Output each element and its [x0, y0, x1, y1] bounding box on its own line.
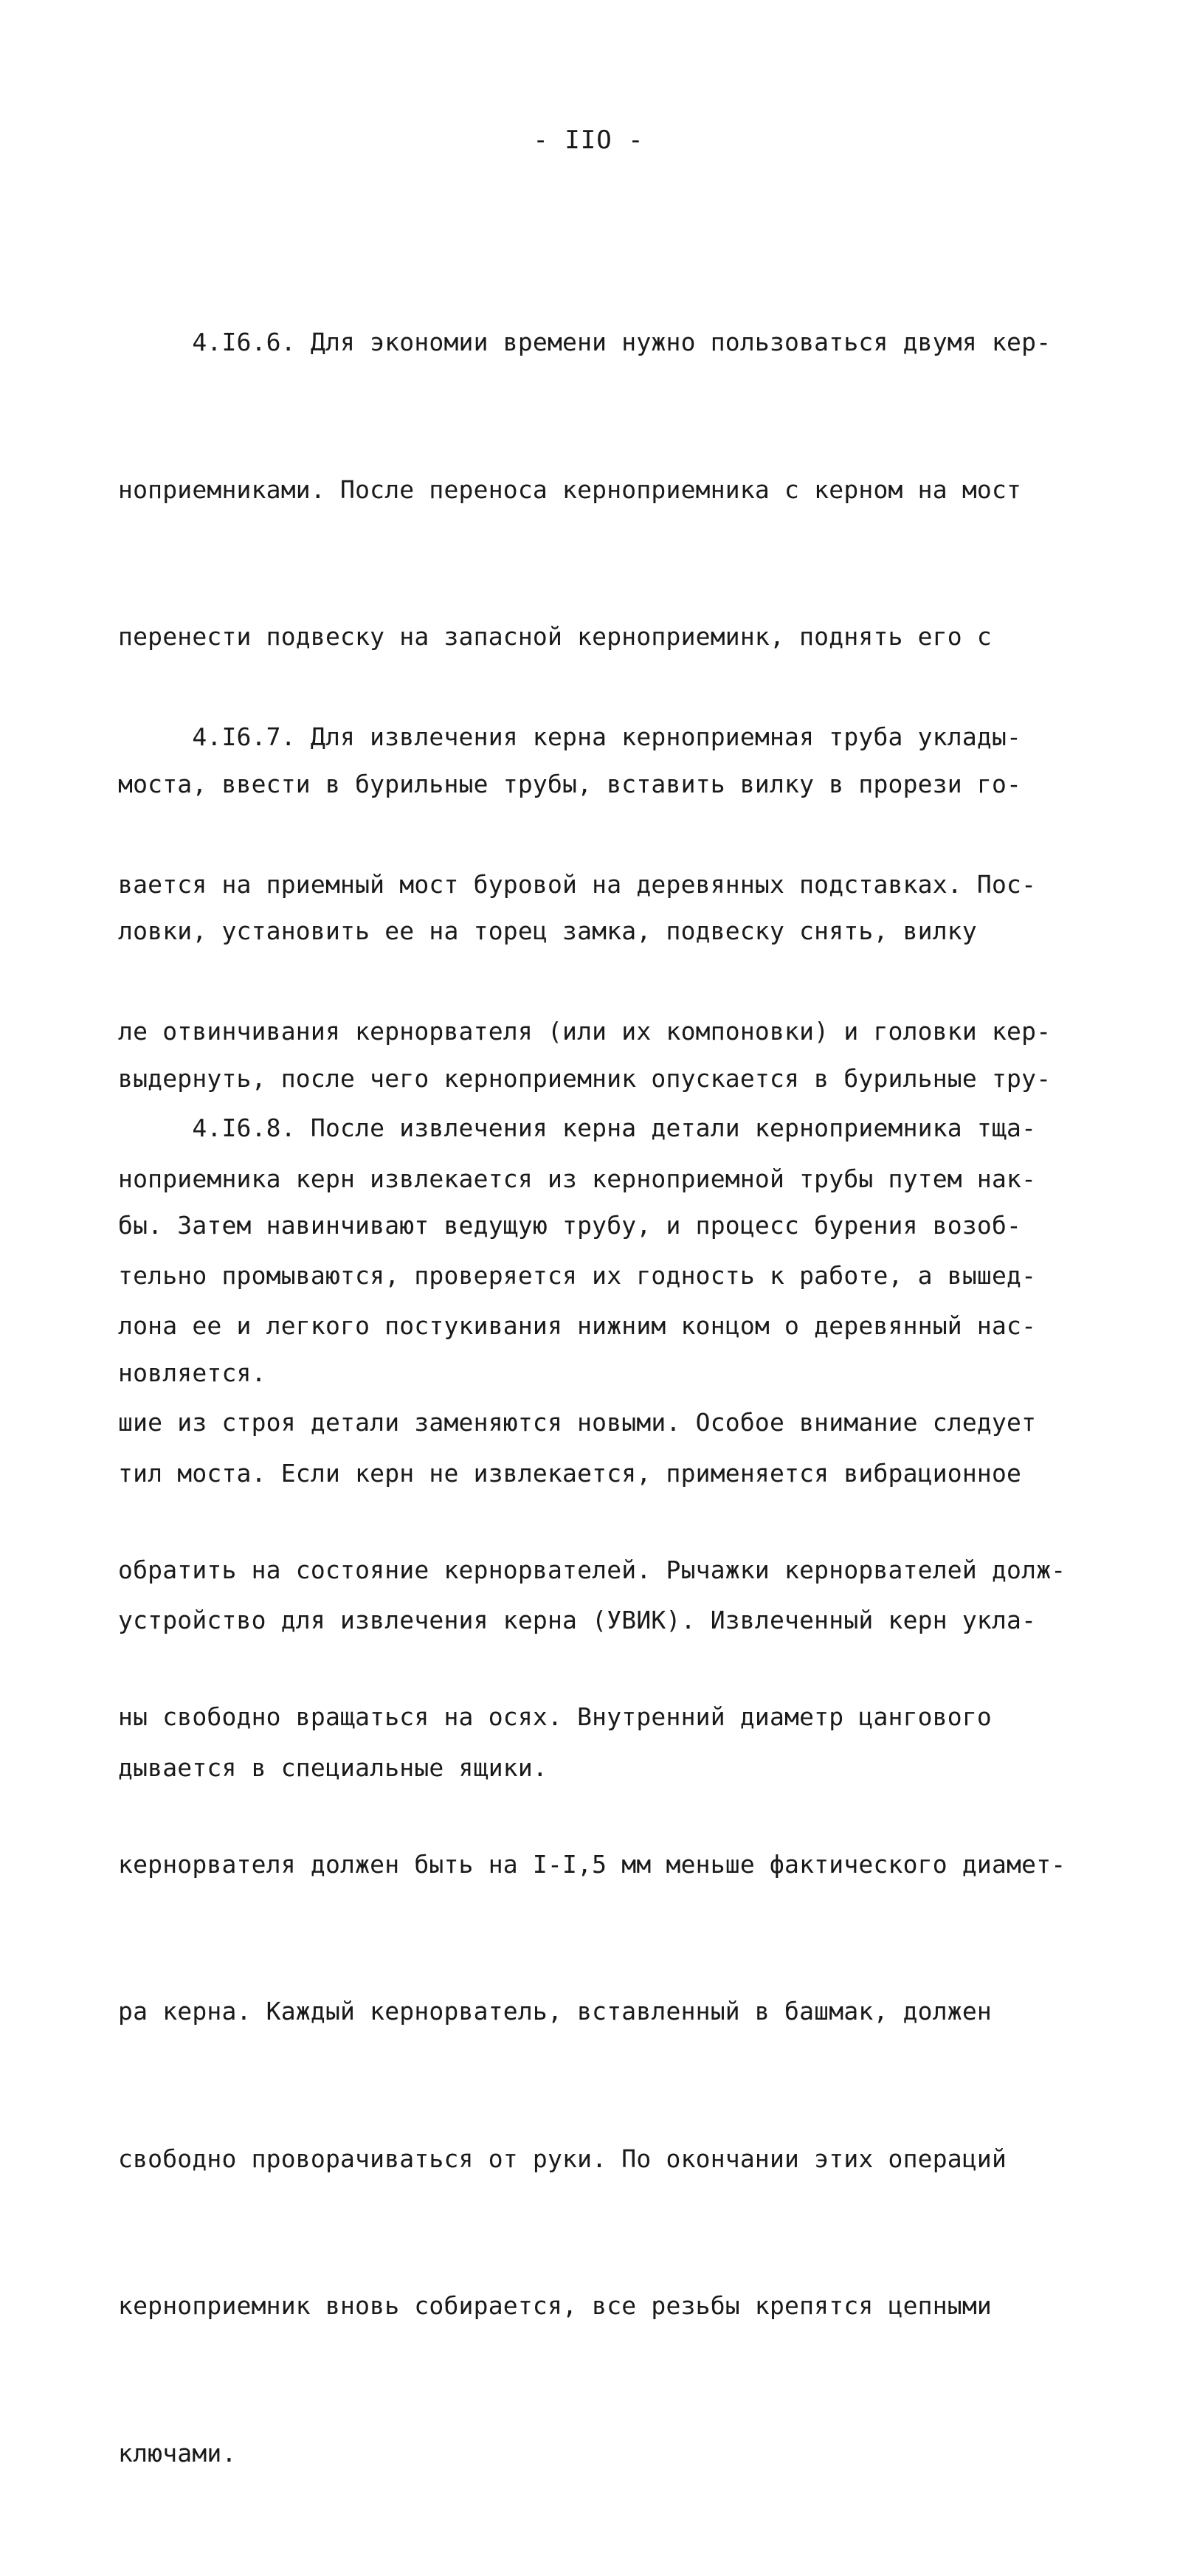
paragraph-line: перенести подвеску на запасной керноприеминк, поднять его с: [118, 622, 992, 651]
paragraph-line: обратить на состояние кернорвателей. Рычажки кернорвателей долж-: [118, 1555, 1066, 1584]
paragraph-line: вается на приемный мост буровой на деревянных подставках. Пос-: [118, 869, 1037, 899]
paragraph-line: ключами.: [118, 2438, 237, 2468]
paragraph-line: керноприемник вновь собирается, все резьбы крепятся цепными: [118, 2291, 992, 2320]
paragraph-line: ноприемниками. После переноса керноприемника с керном на мост: [118, 474, 1022, 504]
paragraph-line: свободно проворачиваться от руки. По окончании этих операций: [118, 2144, 1007, 2173]
paragraph-line: новляется.: [118, 1358, 266, 1387]
paragraph-line: ра керна. Каждый кернорватель, вставленный в башмак, должен: [118, 1997, 992, 2026]
paragraph-line: ловки, установить ее на торец замка, подвеску снять, вилку: [118, 916, 977, 945]
paragraph-line: 4.I6.7. Для извлечения керна керноприемная труба уклады-: [118, 722, 1022, 751]
paragraph-line: 4.I6.8. После извлечения керна детали керноприемника тща-: [118, 1113, 1037, 1142]
paragraph-line: 4.I6.6. Для экономии времени нужно пользоваться двумя кер-: [118, 328, 1052, 356]
paragraph-line: дывается в специальные ящики.: [118, 1753, 548, 1782]
paragraph-line: лона ее и легкого постукивания нижним концом о деревянный нас-: [118, 1311, 1037, 1340]
paragraph-line: ноприемника керн извлекается из керноприемной трубы путем нак-: [118, 1164, 1037, 1193]
paragraph-line: устройство для извлечения керна (УВИК). Извлеченный керн укла-: [118, 1606, 1037, 1634]
paragraph-line: бы. Затем навинчивают ведущую трубу, и процесс бурения возоб-: [118, 1211, 1022, 1240]
paragraph-line: моста, ввести в бурильные трубы, вставить вилку в прорези го-: [118, 769, 1022, 798]
paragraph-line: тельно промываются, проверяется их годность к работе, а вышед-: [118, 1260, 1037, 1290]
paragraph-line: кернорвателя должен быть на I-I,5 мм меньше фактического диамет-: [118, 1849, 1066, 1879]
paragraph-line: шие из строя детали заменяются новыми. Особое внимание следует: [118, 1408, 1037, 1437]
paragraph-line: ле отвинчивания кернорвателя (или их компоновки) и головки кер-: [118, 1017, 1052, 1046]
paragraph-line: выдернуть, после чего керноприемник опускается в бурильные тру-: [118, 1063, 1052, 1093]
paragraph-line: тил моста. Если керн не извлекается, применяется вибрационное: [118, 1458, 1022, 1488]
page-number: - IIO -: [533, 125, 644, 155]
paragraph-4-16-8: [118, 1006, 1066, 2576]
paragraph-line: ны свободно вращаться на осях. Внутренний диаметр цангового: [118, 1702, 992, 1731]
